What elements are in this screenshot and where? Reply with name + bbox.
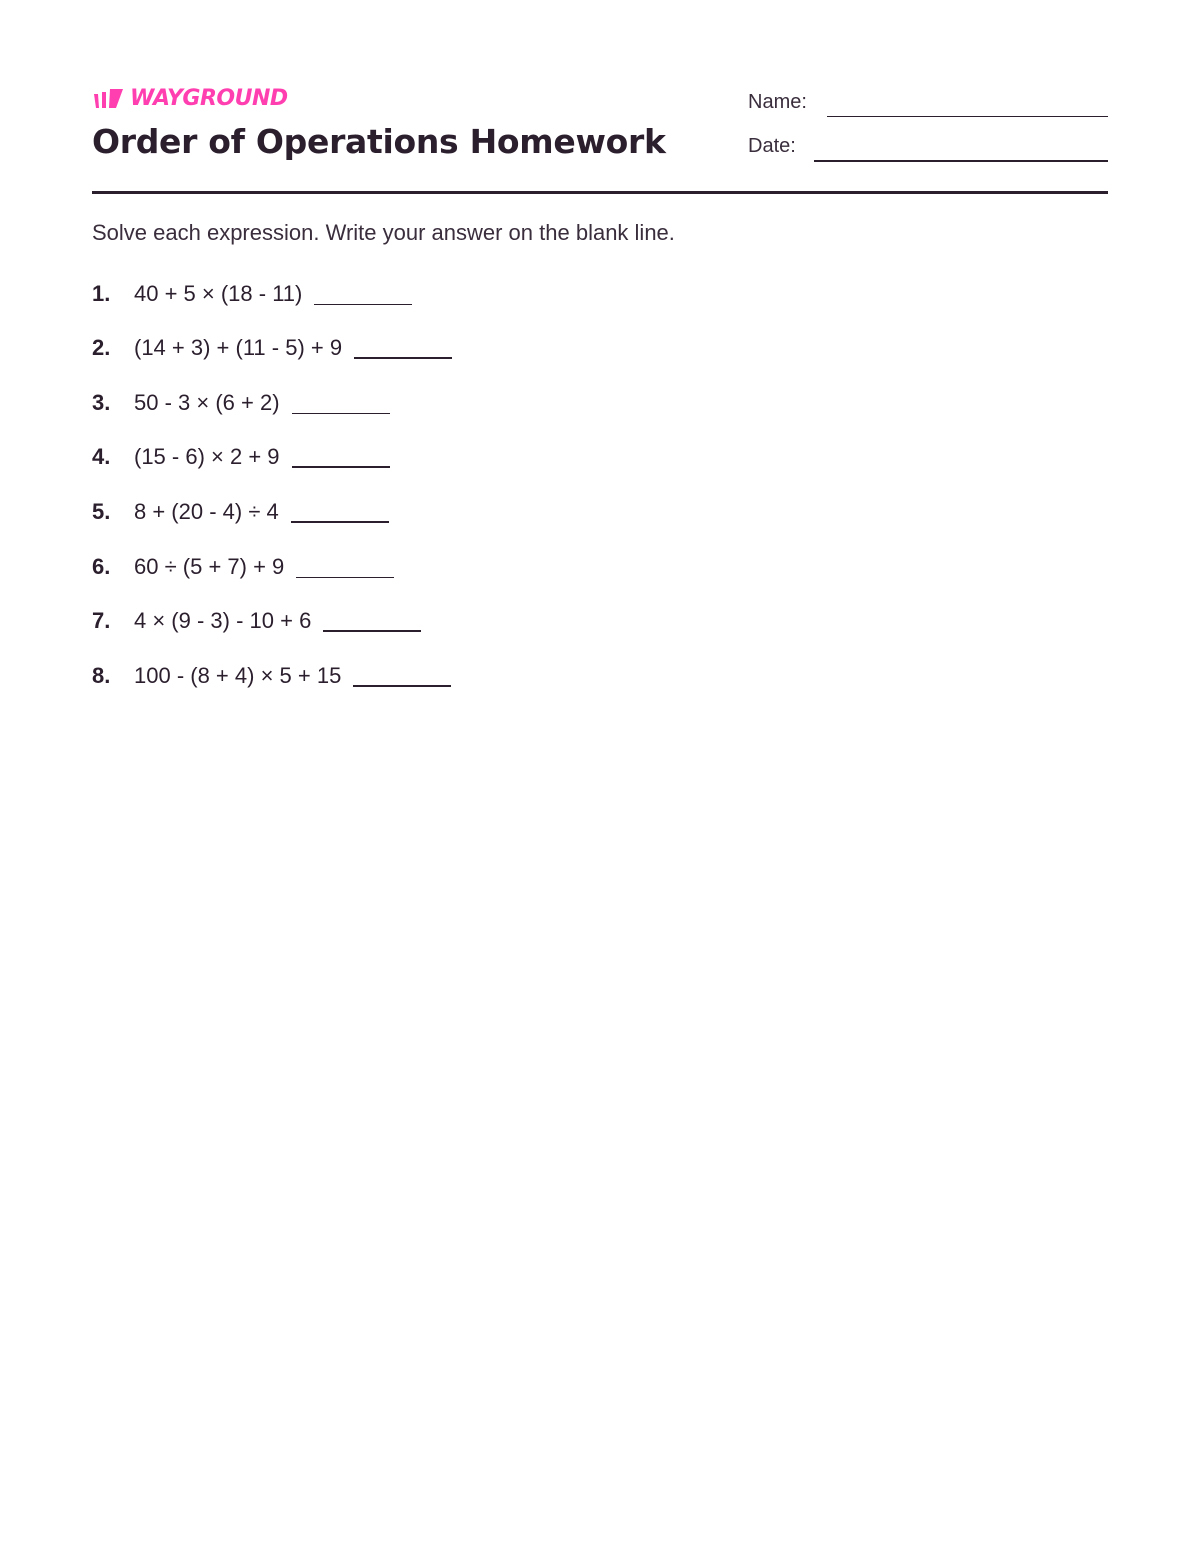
problem-expression: 60 ÷ (5 + 7) + 9 [134, 554, 285, 579]
answer-blank[interactable] [353, 685, 451, 687]
problem-expression: 50 - 3 × (6 + 2) [134, 390, 280, 415]
answer-blank[interactable] [354, 357, 452, 359]
instructions: Solve each expression. Write your answer on the blank line. [92, 220, 675, 245]
problem-item [92, 334, 452, 362]
problem-number: 2. [92, 335, 111, 360]
problem-item [92, 662, 451, 690]
problem-number: 7. [92, 608, 111, 633]
problem-expression: (15 - 6) × 2 + 9 [134, 444, 280, 469]
problem-expression: 8 + (20 - 4) ÷ 4 [134, 499, 279, 524]
problem-expression: 4 × (9 - 3) - 10 + 6 [134, 608, 312, 633]
header-divider [92, 191, 1108, 194]
answer-blank[interactable] [292, 466, 390, 468]
problem-number: 8. [92, 663, 111, 688]
problem-item [92, 280, 412, 308]
brand-logo [92, 86, 288, 112]
date-field[interactable] [814, 160, 1108, 162]
name-label: Name: [748, 91, 807, 113]
problem-expression: 40 + 5 × (18 - 11) [134, 281, 303, 306]
problem-item [92, 443, 390, 471]
answer-blank[interactable] [314, 304, 412, 305]
problem-number: 6. [92, 554, 111, 579]
answer-blank[interactable] [292, 413, 390, 414]
problem-expression: 100 - (8 + 4) × 5 + 15 [134, 663, 342, 688]
problem-number: 1. [92, 281, 111, 306]
answer-blank[interactable] [291, 521, 389, 523]
problem-number: 5. [92, 499, 111, 524]
brand-name: WAYGROUND [130, 86, 288, 111]
problem-item [92, 498, 389, 526]
answer-blank[interactable] [323, 630, 421, 632]
problem-item [92, 389, 390, 417]
wayground-mark-icon [92, 88, 124, 110]
problem-item [92, 553, 394, 581]
answer-blank[interactable] [296, 577, 394, 578]
problem-number: 4. [92, 444, 111, 469]
problem-item [92, 607, 421, 635]
problem-expression: (14 + 3) + (11 - 5) + 9 [134, 335, 343, 360]
name-field[interactable] [827, 116, 1108, 117]
page-title: Order of Operations Homework [92, 122, 666, 161]
problem-number: 3. [92, 390, 111, 415]
date-label: Date: [748, 135, 796, 157]
